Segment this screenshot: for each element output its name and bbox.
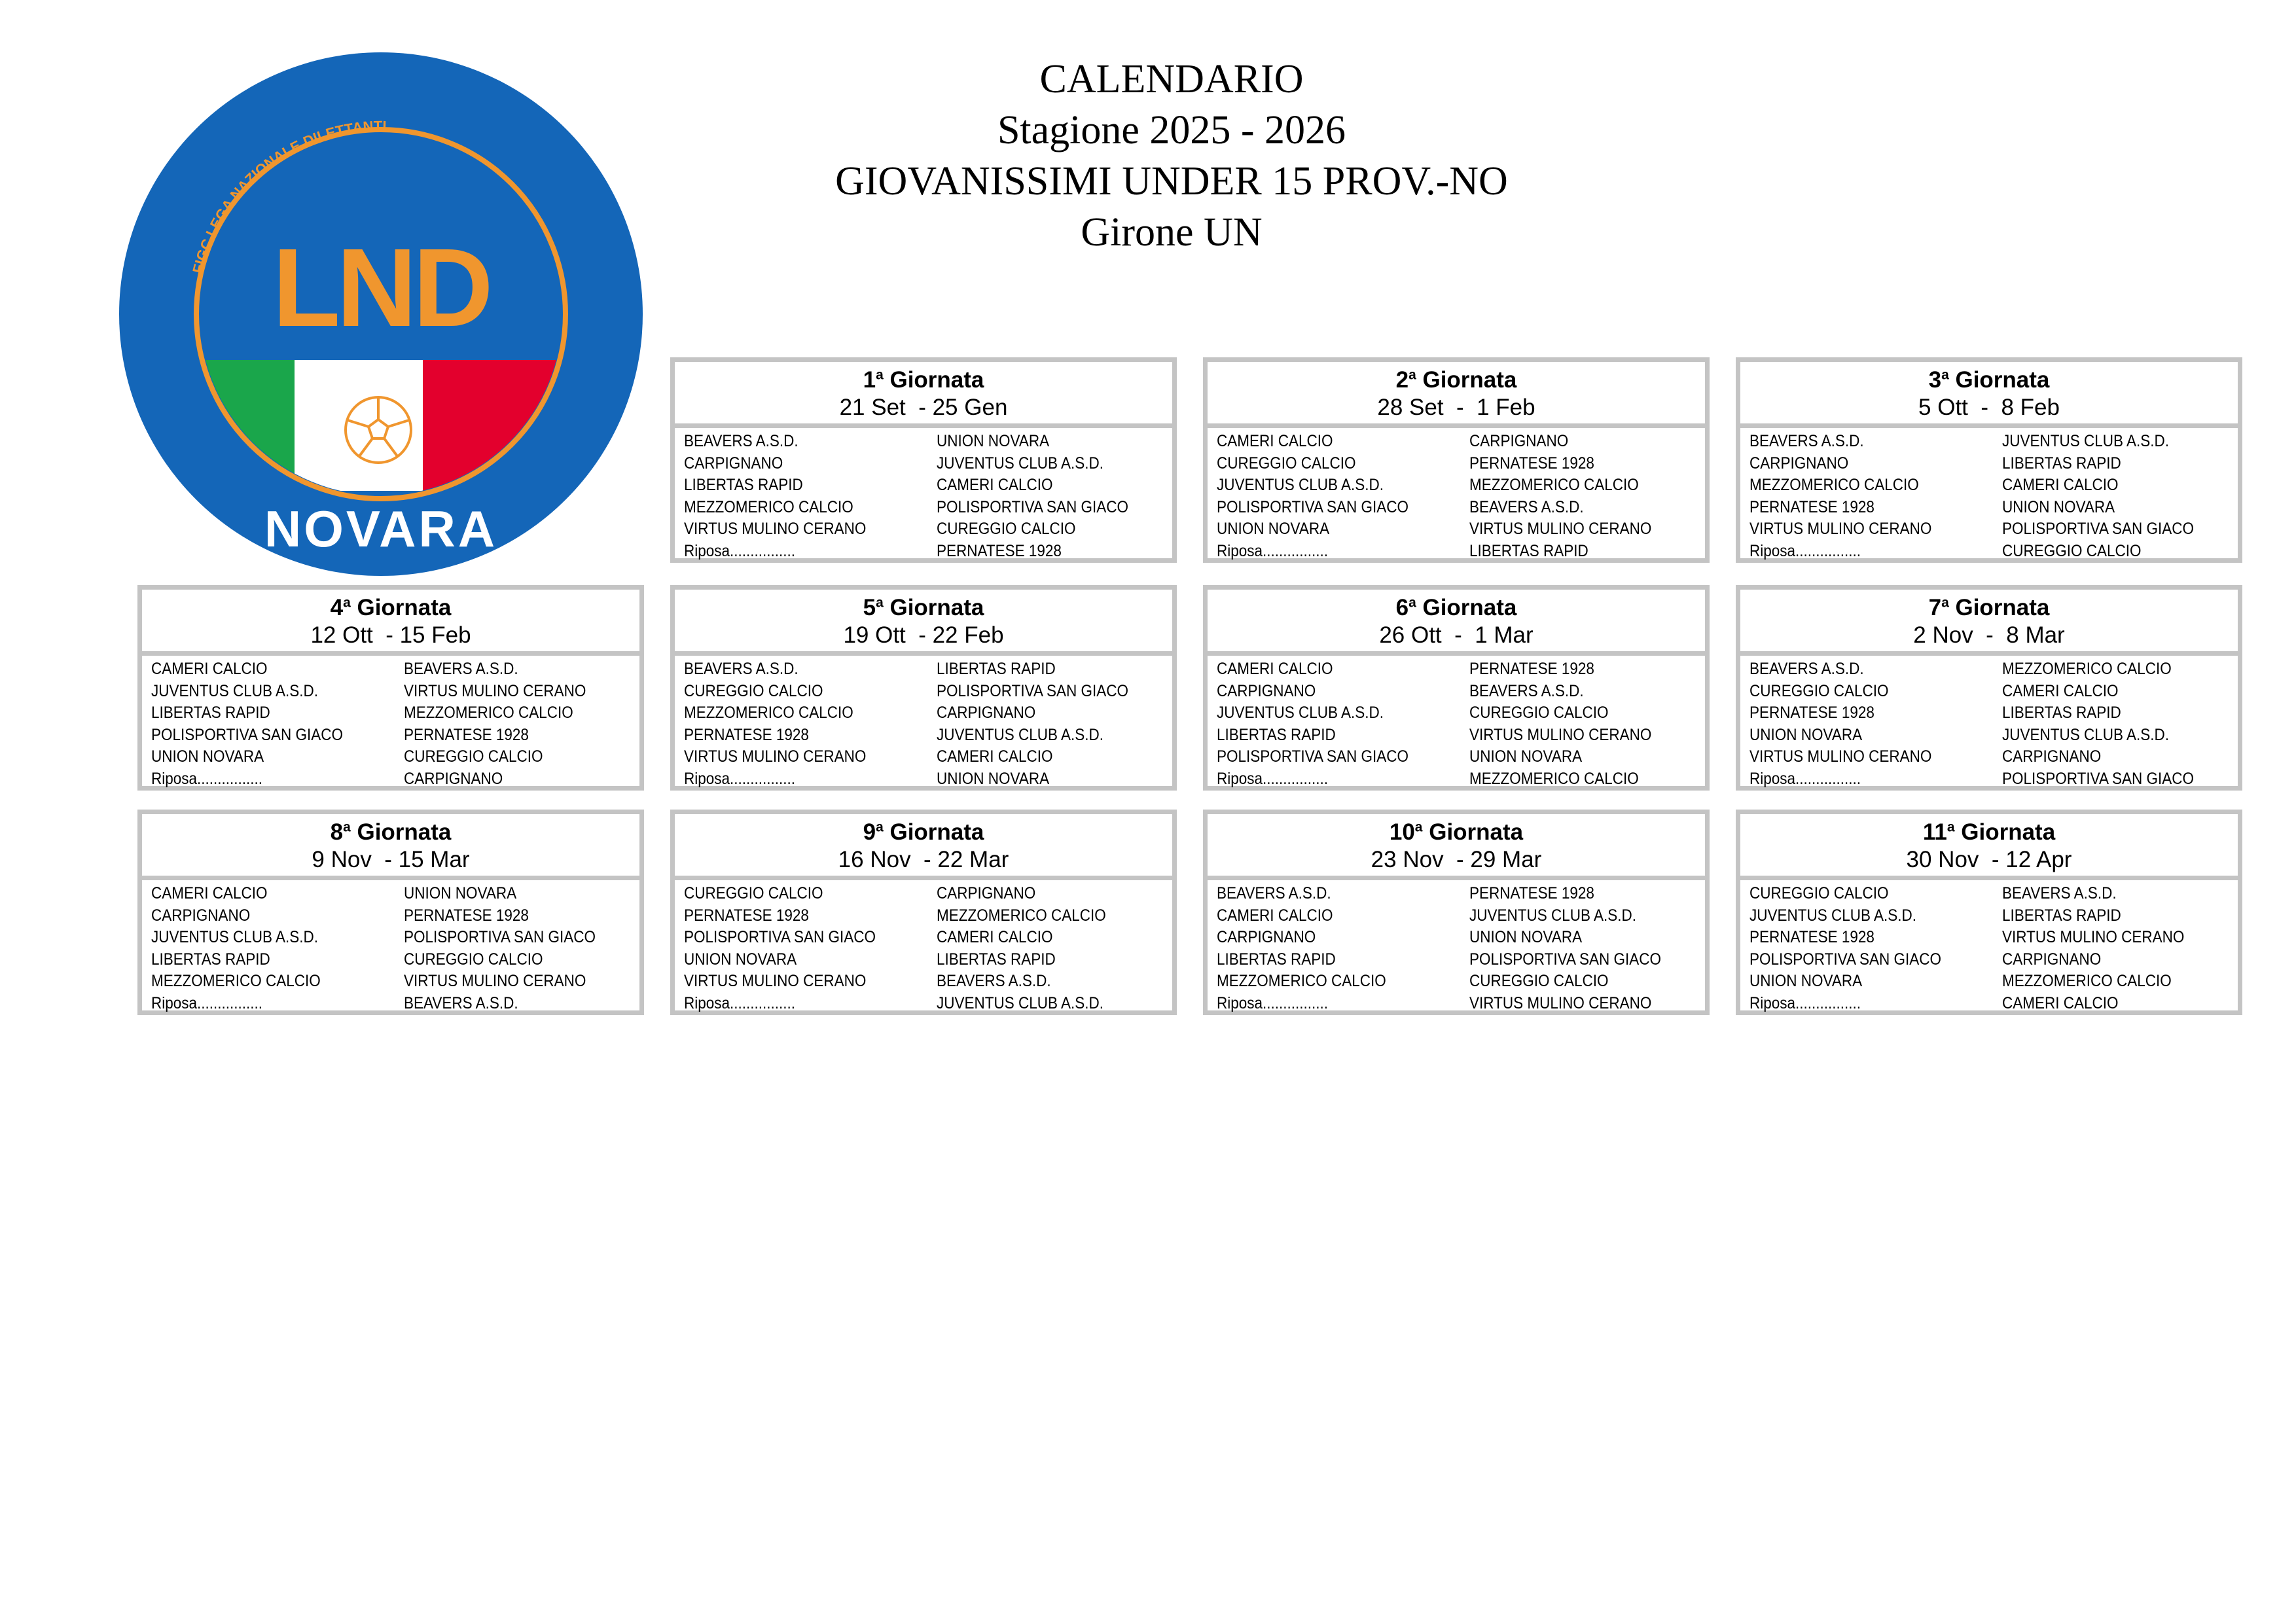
match-list <box>675 880 1172 1015</box>
away-team: PERNATESE 1928 <box>937 541 1062 560</box>
match-row <box>1749 993 2238 1015</box>
match-row <box>1217 971 1705 993</box>
match-row <box>1217 497 1705 519</box>
round-title <box>1740 590 2238 622</box>
away-team: VIRTUS MULINO CERANO <box>404 972 586 991</box>
away-team: POLISPORTIVA SAN GIACO <box>937 681 1129 700</box>
match-row <box>1749 541 2238 563</box>
home-team: Riposa................ <box>684 541 796 560</box>
round-header <box>1208 362 1705 428</box>
round-title <box>1208 362 1705 394</box>
home-team: VIRTUS MULINO CERANO <box>684 520 867 539</box>
home-team: UNION NOVARA <box>1749 972 1863 991</box>
round-title <box>675 590 1172 622</box>
away-team: BEAVERS A.S.D. <box>404 660 518 678</box>
away-team: BEAVERS A.S.D. <box>937 972 1051 991</box>
home-team: VIRTUS MULINO CERANO <box>1749 520 1932 539</box>
match-row <box>684 746 1172 768</box>
round-ordinal: a <box>1408 595 1416 611</box>
logo-mark: LND <box>272 226 490 350</box>
round-label: Giornata <box>357 819 452 845</box>
match-row <box>1749 431 2238 453</box>
away-team: LIBERTAS RAPID <box>1469 541 1588 560</box>
home-team: CARPIGNANO <box>684 454 783 473</box>
match-row <box>684 993 1172 1015</box>
away-team: PERNATESE 1928 <box>1469 454 1594 473</box>
round-title <box>1740 814 2238 846</box>
match-row <box>151 746 639 768</box>
home-team: PERNATESE 1928 <box>1749 704 1874 722</box>
round-number: 7 <box>1928 595 1942 620</box>
home-team: POLISPORTIVA SAN GIACO <box>1749 950 1942 969</box>
match-row <box>1217 724 1705 747</box>
round-title <box>142 590 639 622</box>
round-dates: 30 Nov - 12 Apr <box>1906 847 2072 872</box>
home-team: JUVENTUS CLUB A.S.D. <box>151 928 319 947</box>
home-team: PERNATESE 1928 <box>1749 497 1874 516</box>
match-row <box>1749 927 2238 949</box>
home-team: CUREGGIO CALCIO <box>684 681 823 700</box>
round-title <box>675 362 1172 394</box>
match-row <box>151 993 639 1015</box>
match-row <box>684 541 1172 563</box>
match-row <box>1217 474 1705 497</box>
home-team: CARPIGNANO <box>1749 454 1849 473</box>
match-list <box>142 656 639 791</box>
away-team: UNION NOVARA <box>1469 928 1583 947</box>
home-team: CAMERI CALCIO <box>1217 660 1333 678</box>
home-team: CARPIGNANO <box>1217 681 1316 700</box>
match-row <box>1749 702 2238 724</box>
home-team: LIBERTAS RAPID <box>1217 725 1336 744</box>
round-card <box>1203 585 1710 791</box>
away-team: VIRTUS MULINO CERANO <box>404 681 586 700</box>
round-label: Giornata <box>1955 367 2050 393</box>
home-team: JUVENTUS CLUB A.S.D. <box>1217 704 1384 722</box>
match-row <box>1749 658 2238 681</box>
match-row <box>151 724 639 747</box>
home-team: CAMERI CALCIO <box>1217 906 1333 925</box>
match-list <box>675 656 1172 791</box>
round-dates: 2 Nov - 8 Mar <box>1913 622 2065 648</box>
category: GIOVANISSIMI UNDER 15 PROV.-NO <box>835 159 1508 204</box>
round-dates: 26 Ott - 1 Mar <box>1379 622 1534 648</box>
match-row <box>684 971 1172 993</box>
group: Girone UN <box>1081 210 1263 255</box>
match-row <box>684 702 1172 724</box>
match-row <box>151 768 639 791</box>
home-team: PERNATESE 1928 <box>684 906 809 925</box>
match-row <box>151 702 639 724</box>
match-row <box>1749 681 2238 703</box>
home-team: Riposa................ <box>151 993 263 1012</box>
match-list <box>1208 880 1705 1015</box>
home-team: VIRTUS MULINO CERANO <box>684 747 867 766</box>
round-number: 6 <box>1395 595 1409 620</box>
match-row <box>684 497 1172 519</box>
away-team: UNION NOVARA <box>1469 747 1583 766</box>
home-team: MEZZOMERICO CALCIO <box>1217 972 1386 991</box>
round-card <box>1736 585 2242 791</box>
round-dates: 28 Set - 1 Feb <box>1377 395 1535 420</box>
match-row <box>684 927 1172 949</box>
home-team: BEAVERS A.S.D. <box>1749 432 1864 450</box>
home-team: CAMERI CALCIO <box>151 660 268 678</box>
match-row <box>684 768 1172 791</box>
match-row <box>1217 927 1705 949</box>
away-team: CAMERI CALCIO <box>937 928 1053 947</box>
round-card <box>137 585 644 791</box>
logo-arc-text-path: FIGC LEGA NAZIONALE DILETTANTI <box>189 117 387 276</box>
home-team: Riposa................ <box>1749 769 1861 788</box>
round-label: Giornata <box>889 819 984 845</box>
doc-title: CALENDARIO <box>1039 57 1304 101</box>
away-team: LIBERTAS RAPID <box>2002 704 2121 722</box>
away-team: JUVENTUS CLUB A.S.D. <box>1469 906 1637 925</box>
home-team: MEZZOMERICO CALCIO <box>1749 476 1919 495</box>
home-team: PERNATESE 1928 <box>684 725 809 744</box>
round-number: 10 <box>1389 819 1415 845</box>
away-team: MEZZOMERICO CALCIO <box>937 906 1106 925</box>
away-team: MEZZOMERICO CALCIO <box>404 704 573 722</box>
round-dates: 12 Ott - 15 Feb <box>310 622 471 648</box>
home-team: Riposa................ <box>1217 541 1329 560</box>
home-team: BEAVERS A.S.D. <box>684 660 798 678</box>
match-row <box>1749 497 2238 519</box>
match-row <box>1749 724 2238 747</box>
match-list <box>142 880 639 1015</box>
away-team: CAMERI CALCIO <box>937 476 1053 495</box>
away-team: JUVENTUS CLUB A.S.D. <box>937 725 1104 744</box>
logo-city: NOVARA <box>264 500 498 558</box>
home-team: Riposa................ <box>1217 993 1329 1012</box>
match-list <box>1740 428 2238 563</box>
away-team: PERNATESE 1928 <box>1469 884 1594 902</box>
match-row <box>684 431 1172 453</box>
round-number: 9 <box>863 819 876 845</box>
match-row <box>1217 658 1705 681</box>
round-title <box>1208 814 1705 846</box>
away-team: LIBERTAS RAPID <box>937 950 1056 969</box>
away-team: UNION NOVARA <box>937 432 1050 450</box>
round-dates: 16 Nov - 22 Mar <box>838 847 1009 872</box>
round-card <box>1203 810 1710 1015</box>
match-row <box>1217 883 1705 905</box>
round-label: Giornata <box>1429 819 1524 845</box>
round-dates: 5 Ott - 8 Feb <box>1918 395 2060 420</box>
match-row <box>151 949 639 971</box>
home-team: LIBERTAS RAPID <box>1217 950 1336 969</box>
round-ordinal: a <box>876 367 884 383</box>
away-team: MEZZOMERICO CALCIO <box>2002 972 2172 991</box>
round-number: 3 <box>1928 367 1942 393</box>
away-team: UNION NOVARA <box>937 769 1050 788</box>
round-ordinal: a <box>343 595 351 611</box>
round-header <box>1740 362 2238 428</box>
round-header <box>675 590 1172 656</box>
match-row <box>1217 431 1705 453</box>
away-team: CARPIGNANO <box>2002 747 2102 766</box>
round-dates: 23 Nov - 29 Mar <box>1371 847 1542 872</box>
away-team: CARPIGNANO <box>937 704 1036 722</box>
home-team: JUVENTUS CLUB A.S.D. <box>1217 476 1384 495</box>
away-team: POLISPORTIVA SAN GIACO <box>404 928 596 947</box>
match-row <box>1749 746 2238 768</box>
home-team: VIRTUS MULINO CERANO <box>684 972 867 991</box>
round-label: Giornata <box>1422 367 1517 393</box>
away-team: VIRTUS MULINO CERANO <box>1469 725 1652 744</box>
away-team: CAMERI CALCIO <box>2002 993 2119 1012</box>
round-card <box>137 810 644 1015</box>
match-row <box>1217 453 1705 475</box>
away-team: CARPIGNANO <box>404 769 503 788</box>
match-row <box>684 518 1172 541</box>
round-number: 2 <box>1395 367 1409 393</box>
home-team: LIBERTAS RAPID <box>151 704 270 722</box>
home-team: CARPIGNANO <box>1217 928 1316 947</box>
round-number: 8 <box>330 819 344 845</box>
round-label: Giornata <box>889 595 984 620</box>
away-team: LIBERTAS RAPID <box>2002 454 2121 473</box>
away-team: UNION NOVARA <box>2002 497 2115 516</box>
home-team: Riposa................ <box>684 993 796 1012</box>
home-team: Riposa................ <box>684 769 796 788</box>
away-team: PERNATESE 1928 <box>404 725 529 744</box>
round-card <box>670 585 1177 791</box>
away-team: UNION NOVARA <box>404 884 517 902</box>
away-team: POLISPORTIVA SAN GIACO <box>2002 520 2195 539</box>
home-team: POLISPORTIVA SAN GIACO <box>684 928 876 947</box>
round-ordinal: a <box>1408 367 1416 383</box>
home-team: VIRTUS MULINO CERANO <box>1749 747 1932 766</box>
home-team: BEAVERS A.S.D. <box>1217 884 1331 902</box>
away-team: MEZZOMERICO CALCIO <box>1469 769 1639 788</box>
away-team: VIRTUS MULINO CERANO <box>2002 928 2185 947</box>
match-row <box>151 883 639 905</box>
home-team: POLISPORTIVA SAN GIACO <box>151 725 344 744</box>
away-team: POLISPORTIVA SAN GIACO <box>937 497 1129 516</box>
home-team: JUVENTUS CLUB A.S.D. <box>1749 906 1917 925</box>
home-team: Riposa................ <box>1749 541 1861 560</box>
away-team: CARPIGNANO <box>937 884 1036 902</box>
match-row <box>1749 905 2238 927</box>
away-team: CARPIGNANO <box>1469 432 1569 450</box>
match-row <box>684 453 1172 475</box>
away-team: CUREGGIO CALCIO <box>2002 541 2142 560</box>
document-header <box>720 54 1623 258</box>
round-header <box>675 814 1172 880</box>
away-team: BEAVERS A.S.D. <box>2002 884 2117 902</box>
away-team: CAMERI CALCIO <box>2002 681 2119 700</box>
round-dates: 19 Ott - 22 Feb <box>843 622 1004 648</box>
away-team: CUREGGIO CALCIO <box>937 520 1076 539</box>
match-row <box>1217 518 1705 541</box>
home-team: LIBERTAS RAPID <box>684 476 803 495</box>
away-team: CUREGGIO CALCIO <box>1469 972 1609 991</box>
match-row <box>1749 518 2238 541</box>
away-team: PERNATESE 1928 <box>404 906 529 925</box>
away-team: VIRTUS MULINO CERANO <box>1469 520 1652 539</box>
away-team: POLISPORTIVA SAN GIACO <box>1469 950 1662 969</box>
away-team: LIBERTAS RAPID <box>937 660 1056 678</box>
round-number: 11 <box>1922 819 1947 845</box>
away-team: POLISPORTIVA SAN GIACO <box>2002 769 2195 788</box>
match-row <box>1749 453 2238 475</box>
round-ordinal: a <box>343 819 351 835</box>
round-number: 4 <box>330 595 344 620</box>
round-label: Giornata <box>1422 595 1517 620</box>
round-ordinal: a <box>1946 819 1955 835</box>
round-header <box>1208 814 1705 880</box>
home-team: BEAVERS A.S.D. <box>684 432 798 450</box>
away-team: BEAVERS A.S.D. <box>1469 497 1584 516</box>
home-team: CAMERI CALCIO <box>151 884 268 902</box>
away-team: CARPIGNANO <box>2002 950 2102 969</box>
away-team: JUVENTUS CLUB A.S.D. <box>937 993 1104 1012</box>
round-card <box>1203 357 1710 563</box>
round-title <box>1740 362 2238 394</box>
round-card <box>670 357 1177 563</box>
home-team: BEAVERS A.S.D. <box>1749 660 1864 678</box>
home-team: Riposa................ <box>151 769 263 788</box>
round-title <box>675 814 1172 846</box>
home-team: CAMERI CALCIO <box>1217 432 1333 450</box>
round-ordinal: a <box>1941 367 1949 383</box>
away-team: BEAVERS A.S.D. <box>404 993 518 1012</box>
away-team: MEZZOMERICO CALCIO <box>2002 660 2172 678</box>
match-row <box>684 883 1172 905</box>
match-row <box>1217 746 1705 768</box>
match-row <box>684 658 1172 681</box>
match-row <box>684 905 1172 927</box>
match-row <box>1217 905 1705 927</box>
round-label: Giornata <box>1961 819 2056 845</box>
match-row <box>1749 949 2238 971</box>
home-team: UNION NOVARA <box>684 950 797 969</box>
match-row <box>1217 949 1705 971</box>
round-card <box>1736 810 2242 1015</box>
round-dates: 21 Set - 25 Gen <box>839 395 1008 420</box>
home-team: Riposa................ <box>1749 993 1861 1012</box>
away-team: CUREGGIO CALCIO <box>404 747 543 766</box>
lnd-novara-logo <box>119 52 643 576</box>
away-team: JUVENTUS CLUB A.S.D. <box>2002 725 2170 744</box>
home-team: MEZZOMERICO CALCIO <box>151 972 321 991</box>
match-row <box>684 474 1172 497</box>
away-team: CUREGGIO CALCIO <box>404 950 543 969</box>
match-row <box>1217 541 1705 563</box>
round-header <box>1740 590 2238 656</box>
home-team: CUREGGIO CALCIO <box>1749 884 1889 902</box>
away-team: LIBERTAS RAPID <box>2002 906 2121 925</box>
round-title <box>142 814 639 846</box>
match-list <box>1740 656 2238 791</box>
round-label: Giornata <box>1955 595 2050 620</box>
home-team: PERNATESE 1928 <box>1749 928 1874 947</box>
round-header <box>142 814 639 880</box>
match-row <box>1749 474 2238 497</box>
round-ordinal: a <box>1941 595 1949 611</box>
away-team: VIRTUS MULINO CERANO <box>1469 993 1652 1012</box>
round-number: 5 <box>863 595 876 620</box>
match-row <box>151 927 639 949</box>
home-team: POLISPORTIVA SAN GIACO <box>1217 747 1409 766</box>
round-card <box>1736 357 2242 563</box>
round-label: Giornata <box>357 595 452 620</box>
round-header <box>1208 590 1705 656</box>
match-list <box>675 428 1172 563</box>
away-team: CAMERI CALCIO <box>2002 476 2119 495</box>
match-row <box>151 658 639 681</box>
match-row <box>684 949 1172 971</box>
match-row <box>1749 971 2238 993</box>
home-team: UNION NOVARA <box>1217 520 1330 539</box>
home-team: Riposa................ <box>1217 769 1329 788</box>
round-title <box>1208 590 1705 622</box>
round-number: 1 <box>863 367 876 393</box>
away-team: CUREGGIO CALCIO <box>1469 704 1609 722</box>
home-team: CARPIGNANO <box>151 906 251 925</box>
home-team: CUREGGIO CALCIO <box>1749 681 1889 700</box>
match-row <box>151 905 639 927</box>
round-card <box>670 810 1177 1015</box>
away-team: BEAVERS A.S.D. <box>1469 681 1584 700</box>
away-team: JUVENTUS CLUB A.S.D. <box>2002 432 2170 450</box>
home-team: MEZZOMERICO CALCIO <box>684 704 853 722</box>
match-row <box>1217 768 1705 791</box>
away-team: MEZZOMERICO CALCIO <box>1469 476 1639 495</box>
away-team: PERNATESE 1928 <box>1469 660 1594 678</box>
match-list <box>1740 880 2238 1015</box>
home-team: CUREGGIO CALCIO <box>1217 454 1356 473</box>
round-ordinal: a <box>1414 819 1423 835</box>
round-label: Giornata <box>889 367 984 393</box>
match-row <box>1217 681 1705 703</box>
match-list <box>1208 656 1705 791</box>
season: Stagione 2025 - 2026 <box>997 108 1346 152</box>
home-team: POLISPORTIVA SAN GIACO <box>1217 497 1409 516</box>
match-row <box>684 724 1172 747</box>
round-ordinal: a <box>876 819 884 835</box>
round-header <box>1740 814 2238 880</box>
home-team: UNION NOVARA <box>1749 725 1863 744</box>
away-team: JUVENTUS CLUB A.S.D. <box>937 454 1104 473</box>
match-row <box>1217 993 1705 1015</box>
round-header <box>142 590 639 656</box>
round-ordinal: a <box>876 595 884 611</box>
match-row <box>684 681 1172 703</box>
match-row <box>151 681 639 703</box>
home-team: UNION NOVARA <box>151 747 264 766</box>
match-row <box>1217 702 1705 724</box>
home-team: LIBERTAS RAPID <box>151 950 270 969</box>
home-team: MEZZOMERICO CALCIO <box>684 497 853 516</box>
match-row <box>151 971 639 993</box>
round-dates: 9 Nov - 15 Mar <box>312 847 470 872</box>
match-row <box>1749 883 2238 905</box>
round-header <box>675 362 1172 428</box>
match-row <box>1749 768 2238 791</box>
match-list <box>1208 428 1705 563</box>
away-team: CAMERI CALCIO <box>937 747 1053 766</box>
home-team: CUREGGIO CALCIO <box>684 884 823 902</box>
home-team: JUVENTUS CLUB A.S.D. <box>151 681 319 700</box>
